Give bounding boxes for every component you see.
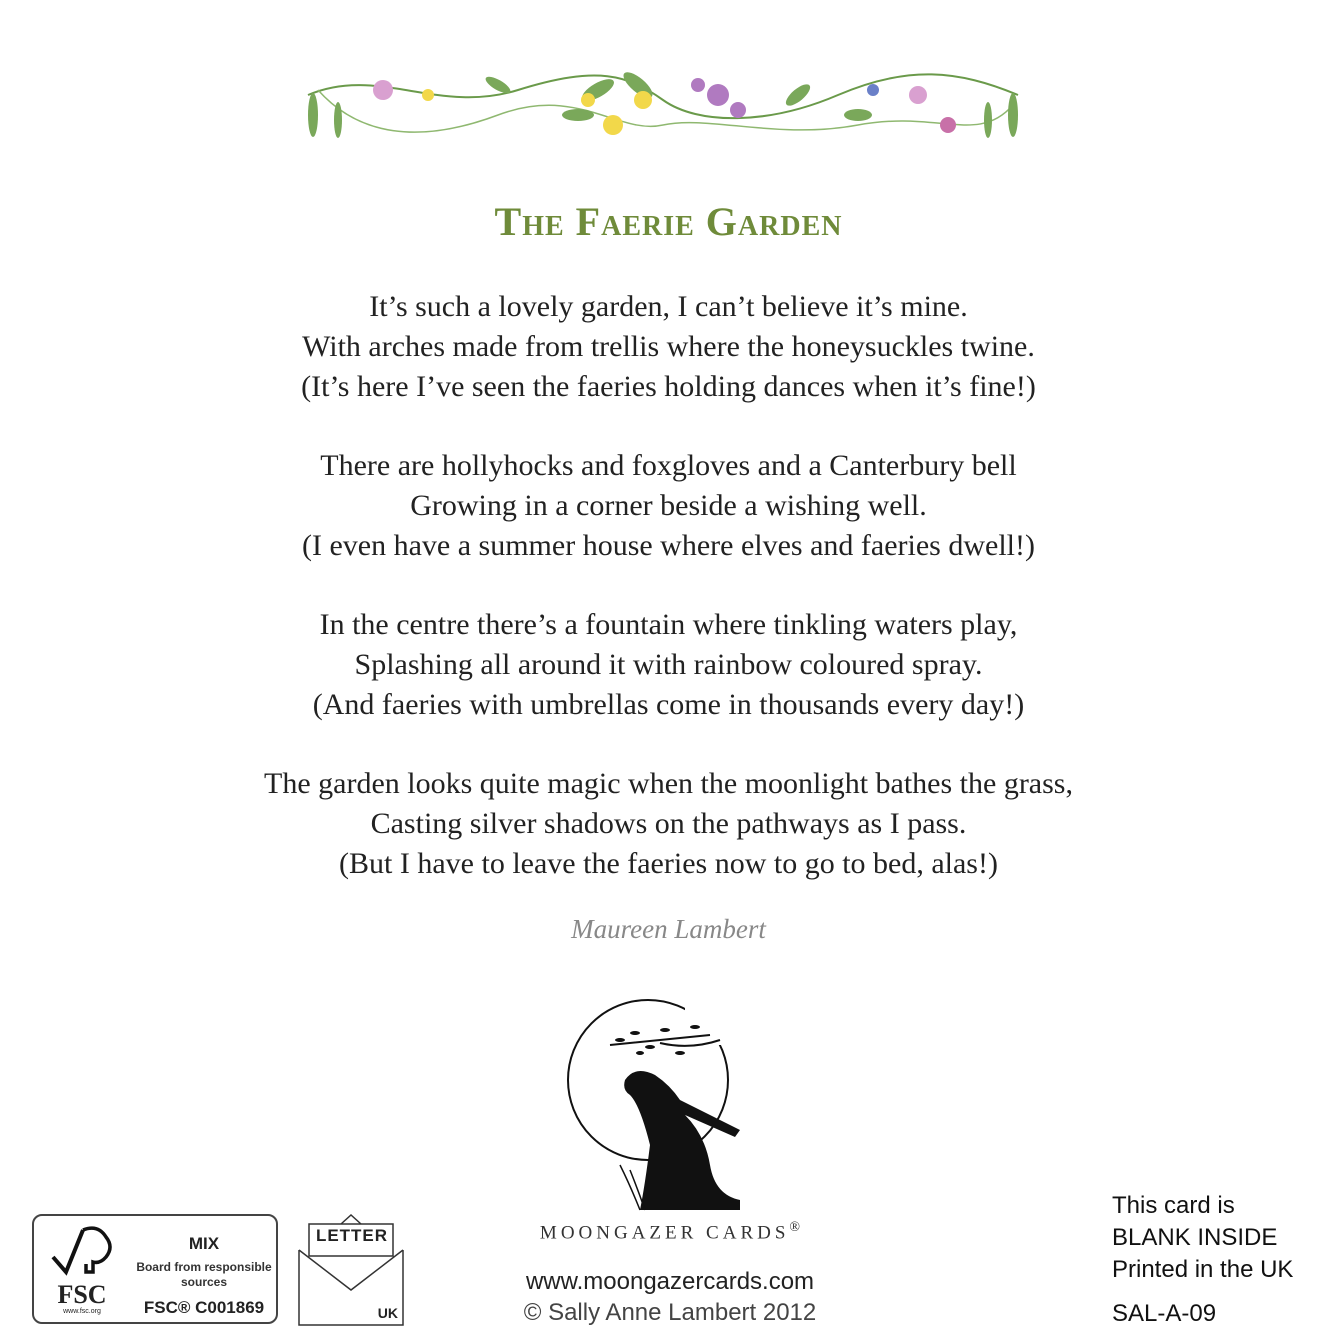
poem-line: Growing in a corner beside a wishing well. <box>410 489 927 522</box>
poem-line: With arches made from trellis where the honeysuckles twine. <box>302 330 1035 363</box>
poem-line: (But I have to leave the faeries now to go to bed, alas!) <box>339 847 998 880</box>
moongazer-hare-logo <box>560 995 760 1220</box>
fsc-mix: MIX <box>188 1234 220 1253</box>
poem-line: There are hollyhocks and foxgloves and a Canterbury bell <box>320 449 1017 482</box>
stanza-3 <box>0 605 1337 725</box>
stanza-4 <box>0 764 1337 884</box>
floral-border-illustration <box>298 55 1028 150</box>
brand-name-text: MOONGAZER CARDS <box>539 1222 790 1244</box>
poem-line: Splashing all around it with rainbow coloured spray. <box>354 648 983 681</box>
fsc-url: www.fsc.org <box>63 1308 101 1315</box>
copyright-text: © Sally Anne Lambert 2012 <box>523 1299 817 1326</box>
card-info <box>1112 1190 1293 1286</box>
fsc-logo-text: FSC <box>57 1280 107 1309</box>
fsc-board-text: Board from responsible sources <box>136 1260 272 1289</box>
poem-line: Casting silver shadows on the pathways as I pass. <box>370 807 967 840</box>
fsc-code: FSC® C001869 <box>143 1298 265 1317</box>
letter-size-badge <box>296 1212 408 1327</box>
product-code: SAL-A-09 <box>1112 1300 1217 1327</box>
poem-line: In the centre there’s a fountain where tinkling waters play, <box>319 608 1018 641</box>
website-link[interactable]: www.moongazercards.com <box>525 1268 815 1295</box>
stanza-2 <box>0 446 1337 566</box>
registered-mark: ® <box>789 1220 801 1235</box>
stanza-1 <box>0 287 1337 407</box>
letter-region: UK <box>377 1305 398 1321</box>
info-line: BLANK INSIDE <box>1112 1224 1278 1251</box>
brand-name <box>505 1220 835 1244</box>
poem-title: The Faerie Garden <box>494 199 843 244</box>
fsc-tree-check-icon <box>48 1222 118 1282</box>
info-line: This card is <box>1112 1192 1235 1219</box>
poem-line: (And faeries with umbrellas come in thousands every day!) <box>312 688 1025 721</box>
poem-line: The garden looks quite magic when the moonlight bathes the grass, <box>264 767 1073 800</box>
poem-author: Maureen Lambert <box>571 914 766 944</box>
fsc-certification-badge <box>32 1214 278 1324</box>
poem-line: (It’s here I’ve seen the faeries holding dances when it’s fine!) <box>301 370 1036 403</box>
poem-line: (I even have a summer house where elves and faeries dwell!) <box>301 529 1035 562</box>
letter-label: LETTER <box>315 1226 389 1245</box>
poem-line: It’s such a lovely garden, I can’t believe it’s mine. <box>369 290 968 323</box>
info-line: Printed in the UK <box>1112 1256 1294 1283</box>
